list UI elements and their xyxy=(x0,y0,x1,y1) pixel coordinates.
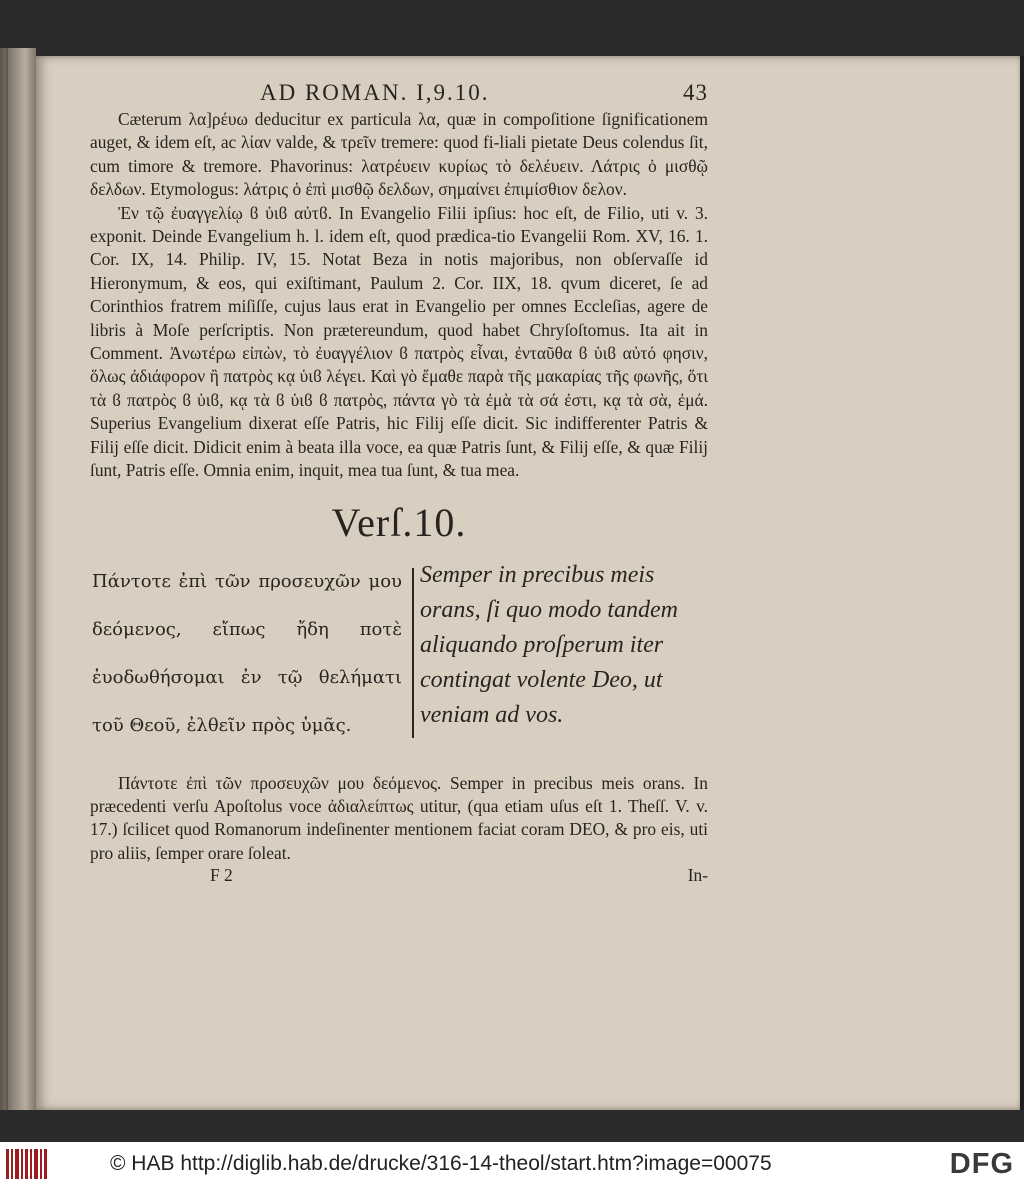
catchword: In- xyxy=(687,865,708,886)
running-head xyxy=(260,80,708,106)
running-head-title: AD ROMAN. I,9.10. xyxy=(260,80,490,105)
page-content xyxy=(90,80,708,886)
right-page-edge xyxy=(1020,56,1024,1110)
paragraph-2: Ἐν τῷ ἐυαγγελίῳ ϐ ὑιϐ αὐτϐ. In Evangelio Filii ipſius: hoc eſt, de Filio, uti v. 3. exponit. Deinde Evangelium h. l. idem eſt, quod prædica-tio Evangelii Rom. XV, 16. 1. Cor. IX, 14. Philip. IV, 15. Notat Beza in notis majoribus, non obſervaſſe id Hieronymum, & eos, qui exiſtimant, Paulum 2. Cor. IIX, 18. qvum diceret, ſe ad Corinthios fratrem miſiſſe, cujus laus erat in Evangelio per omnes Eccleſias, agere de libris à Moſe perſcriptis. Non prætereundum, quod habet Chryſoſtomus. Ita ait in Comment. Ἀνωτέρω εἰπὼν, τὸ ἐυαγγέλιον ϐ πατρὸς εἶναι, ἐνταῦθα ϐ ὑιϐ αὐτό φησιν, ὅλως ἀδιάφορον ἢ πατρὸς κᾳ ὑιϐ λέγει. Καὶ γὸ ἔμαθε παρὰ τῆς μακαρίας τῆς φωνῆς, ὅτι τὰ ϐ πατρὸς ϐ ὑιϐ, κᾳ τὰ ϐ ὑιϐ ϐ πατρὸς, πάντα γὸ τὰ ἐμὰ τὰ σά ἐστι, κᾳ τὰ σὰ, ἐμά. Superius Evangelium dixerat eſſe Patris, hic Filij eſſe dicit. Sic indifferenter Patris & Filij eſſe dicit. Didicit enim à beata illa voce, ea quæ Patris ſunt, & Filij eſſe, & quæ Filij ſunt, Patris eſſe. Omnia enim, inquit, mea tua ſunt, & tua mea. xyxy=(90,202,708,481)
commentary xyxy=(90,772,708,866)
section-title: Verſ.10. xyxy=(331,499,467,545)
paragraph-3: Πάντοτε ἐπὶ τῶν προσευχῶν μου δεόμενος. Semper in precibus meis orans. In præcedenti verſu Apoſtolus voce ἀδιαλείπτως utitur, (qua etiam uſus eſt 1. Theſſ. V. v. 17.) ſcilicet quod Romanorum indeſinenter mentionem faciat coram DEO, & pro eis, uti pro aliis, ſemper orare ſoleat. xyxy=(90,772,708,863)
left-page-edge xyxy=(0,48,36,1110)
copyright-link[interactable]: © HAB http://diglib.hab.de/drucke/316-14-theol/start.htm?image=00075 xyxy=(110,1151,772,1175)
page-footer xyxy=(90,865,708,886)
greek-verse: Πάντοτε ἐπὶ τῶν προσευχῶν μου δεόμενος, εἴπως ἤδη ποτὲ ἐυοδωθήσομαι ἐν τῷ θελήματι τοῦ Θεοῦ, ἐλθεῖν πρὸς ὑμᾶς. xyxy=(92,570,402,736)
column-divider xyxy=(412,568,414,738)
book-page xyxy=(36,56,1022,1110)
dfg-logo: DFG xyxy=(949,1148,1014,1180)
verse-block xyxy=(92,558,708,750)
paragraph-1: Cæterum λα]ρέυω deducitur ex particula λα, quæ in compoſitione ſignificationem auget, & idem eſt, ac λίαν valde, & τρεῖν tremere: quod fi-liali pietate Deus colendus ſit, cum timore & tremore. Phavorinus: λατρέυειν κυρίως τὸ δελέυειν. Λάτρις ὁ μισθῷ δελδων. Etymologus: λάτρις ὁ ἐπὶ μισθῷ δελδων, σημαίνει ἐπιμίσθιον δελον. xyxy=(90,109,708,200)
signature-mark: F 2 xyxy=(210,865,233,886)
main-text xyxy=(90,108,708,483)
viewer-footer-bar xyxy=(0,1142,1024,1185)
barcode-icon xyxy=(6,1149,50,1179)
page-number: 43 xyxy=(683,80,708,105)
latin-verse: Semper in precibus meis orans, ſi quo modo tandem aliquando proſperum iter contingat volente Deo, ut veniam ad vos. xyxy=(420,561,678,728)
